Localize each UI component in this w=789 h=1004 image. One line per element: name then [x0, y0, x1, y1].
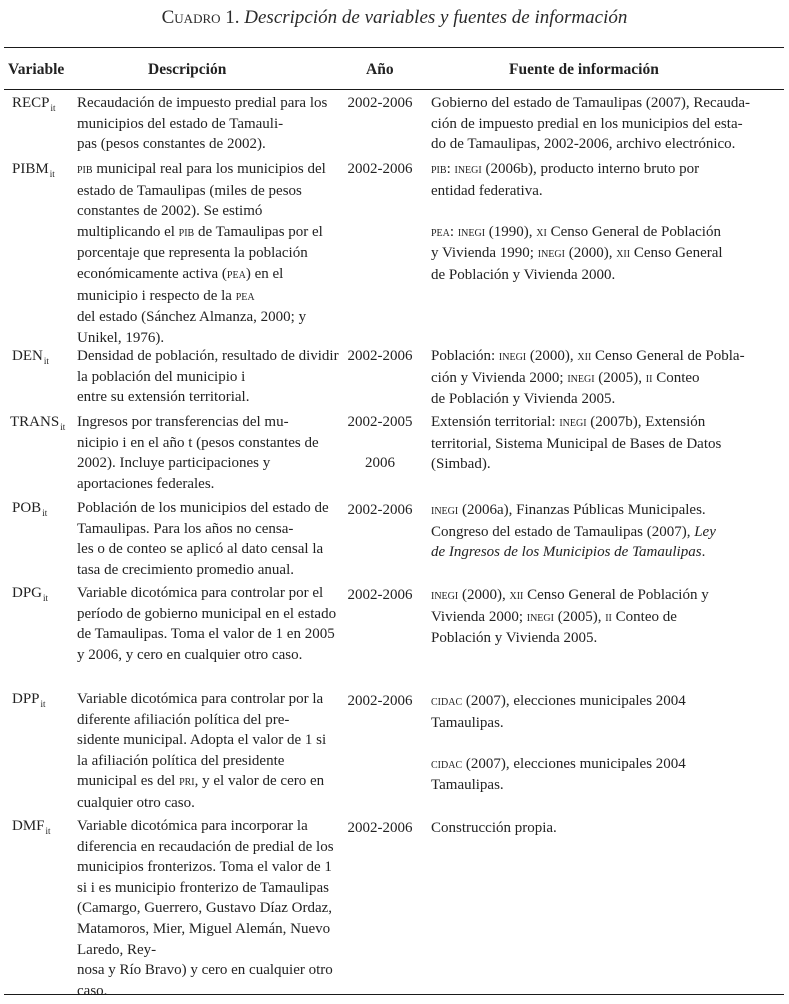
description-cell: Variable dicotómica para controlar por la diferente afiliación política del pre- sidente municipal. Adopta el valor de 1 si la afiliación política del presidente municipal es del pri, y el valor de cero en cualquier otro caso. [77, 691, 327, 811]
source-cell [431, 818, 783, 839]
year-cell [338, 346, 422, 367]
year-cell [338, 585, 422, 606]
description-cell: Variable dicotómica para incorporar la diferencia en recaudación de predial de los municipios fronterizos. Toma el valor de 1 si i es municipio fronterizo de Tamaulipas (Camargo, Guerrero, Gustavo Díaz Ordaz, Matamoros, Mier, Miguel Alemán, Nuevo Laredo, Rey- nosa y Río Bravo) y cero en cualquier otro caso. [77, 818, 334, 999]
source-cell: inegi (2006a), Finanzas Públicas Municipales. Congreso del estado de Tamaulipas (2007), Ley de Ingresos de los Municipios de Tamaulipas. [431, 502, 716, 561]
column-header-source: Fuente de información [509, 61, 659, 78]
variable-subscript: it [43, 356, 49, 366]
year-range: 2002-2006 [347, 502, 413, 518]
variable-subscript: it [45, 826, 51, 836]
table-row [0, 346, 789, 412]
description-cell: pib municipal real para los municipios del estado de Tamaulipas (miles de pesos constantes de 2002). Se estimó multiplicando el pib de Tamaulipas por el porcentaje que representa la población económicamente activa (pea) en el municipio i respecto de la pea del estado (Sánchez Almanza, 2000; y Unikel, 1976). [77, 161, 326, 346]
year-cell [338, 691, 422, 712]
variable-subscript: it [43, 593, 49, 603]
table-header [0, 58, 789, 84]
variable-name: POB [12, 500, 42, 516]
year-range: 2002-2006 [347, 693, 413, 709]
table-title [0, 5, 789, 31]
description-cell: Densidad de población, resultado de dividir la población del municipio i entre su extensión territorial. [77, 348, 339, 406]
year-cell [338, 818, 422, 839]
variable-name: TRANS [10, 414, 60, 430]
variable-subscript: it [49, 169, 55, 179]
table-caption: Descripción de variables y fuentes de información [244, 7, 628, 28]
table-row [0, 412, 789, 498]
source-cell: pib: inegi (2006b), producto interno bruto por entidad federativa. pea: inegi (1990), xi Censo General de Población y Vivienda 1990; inegi (2000), xii Censo General de Población y Vivienda 2000. [431, 161, 723, 283]
variable-subscript: it [60, 422, 66, 432]
year-range: 2002-2006 [347, 820, 413, 836]
column-header-description: Descripción [148, 61, 227, 78]
source-cell: Gobierno del estado de Tamaulipas (2007), Recauda- ción de impuesto predial en los municipios del esta- do de Tamaulipas, 2002-2006, archivo electrónico. [431, 95, 750, 153]
description-cell: Población de los municipios del estado de Tamaulipas. Para los años no censa- les o de conteo se aplicó al dato censal la tasa de crecimiento promedio anual. [77, 500, 329, 578]
top-rule [4, 47, 784, 48]
source-cell: Extensión territorial: inegi (2007b), Extensión territorial, Sistema Municipal de Bases de Datos (Simbad). [431, 414, 722, 473]
variable-subscript: it [42, 508, 48, 518]
variable-cell [12, 583, 78, 609]
variable-name: PIBM [12, 161, 49, 177]
variable-cell [12, 498, 78, 524]
table-row [0, 498, 789, 583]
year-range: 2002-2006 [347, 95, 413, 111]
column-header-variable: Variable [8, 61, 65, 78]
table-row [0, 93, 789, 159]
variable-cell [10, 412, 76, 438]
variable-subscript: it [40, 699, 46, 709]
variable-cell [12, 689, 78, 715]
column-header-year: Año [366, 61, 394, 78]
year-cell [338, 500, 422, 521]
table-body [0, 93, 789, 1003]
year-range: 2002-2005 [347, 414, 413, 430]
bottom-rule [4, 994, 784, 995]
description-cell: Variable dicotómica para controlar por el período de gobierno municipal en el estado de Tamaulipas. Toma el valor de 1 en 2005 y 2006, y cero en cualquier otro caso. [77, 585, 337, 663]
variable-name: DMF [12, 818, 45, 834]
variable-cell [12, 159, 78, 185]
year-cell [338, 412, 422, 473]
source-cell: inegi (2000), xii Censo General de Población y Vivienda 2000; inegi (2005), ii Conteo de Población y Vivienda 2005. [431, 587, 709, 647]
source-cell: Población: inegi (2000), xii Censo General de Pobla- ción y Vivienda 2000; inegi (2005), ii Conteo de Población y Vivienda 2005. [431, 348, 745, 408]
table-row [0, 583, 789, 689]
table-number: Cuadro 1. [161, 7, 240, 28]
table-row [0, 689, 789, 816]
variable-name: DPP [12, 691, 40, 707]
variable-name: DPG [12, 585, 43, 601]
year-range: 2002-2006 [347, 348, 413, 364]
table-row [0, 816, 789, 1003]
year-cell [338, 159, 422, 180]
description-cell: Recaudación de impuesto predial para los municipios del estado de Tamauli- pas (pesos constantes de 2002). [77, 95, 328, 153]
variable-cell [12, 346, 78, 372]
year-range: 2006 [365, 454, 395, 471]
variable-subscript: it [50, 103, 56, 113]
year-cell [338, 93, 422, 114]
year-range: 2002-2006 [347, 161, 413, 177]
header-rule [4, 89, 784, 90]
variable-cell [12, 816, 78, 842]
year-range: 2002-2006 [347, 587, 413, 603]
source-text: Construcción propia. [431, 820, 557, 836]
table-row [0, 159, 789, 346]
description-cell: Ingresos por transferencias del mu- nicipio i en el año t (pesos constantes de 2002). Incluye participaciones y aportaciones federales. [77, 414, 319, 492]
variable-name: DEN [12, 348, 43, 364]
variable-name: RECP [12, 95, 50, 111]
source-cell: cidac (2007), elecciones municipales 2004 Tamaulipas. cidac (2007), elecciones municipales 2004 Tamaulipas. [431, 693, 686, 794]
variable-cell [12, 93, 78, 119]
